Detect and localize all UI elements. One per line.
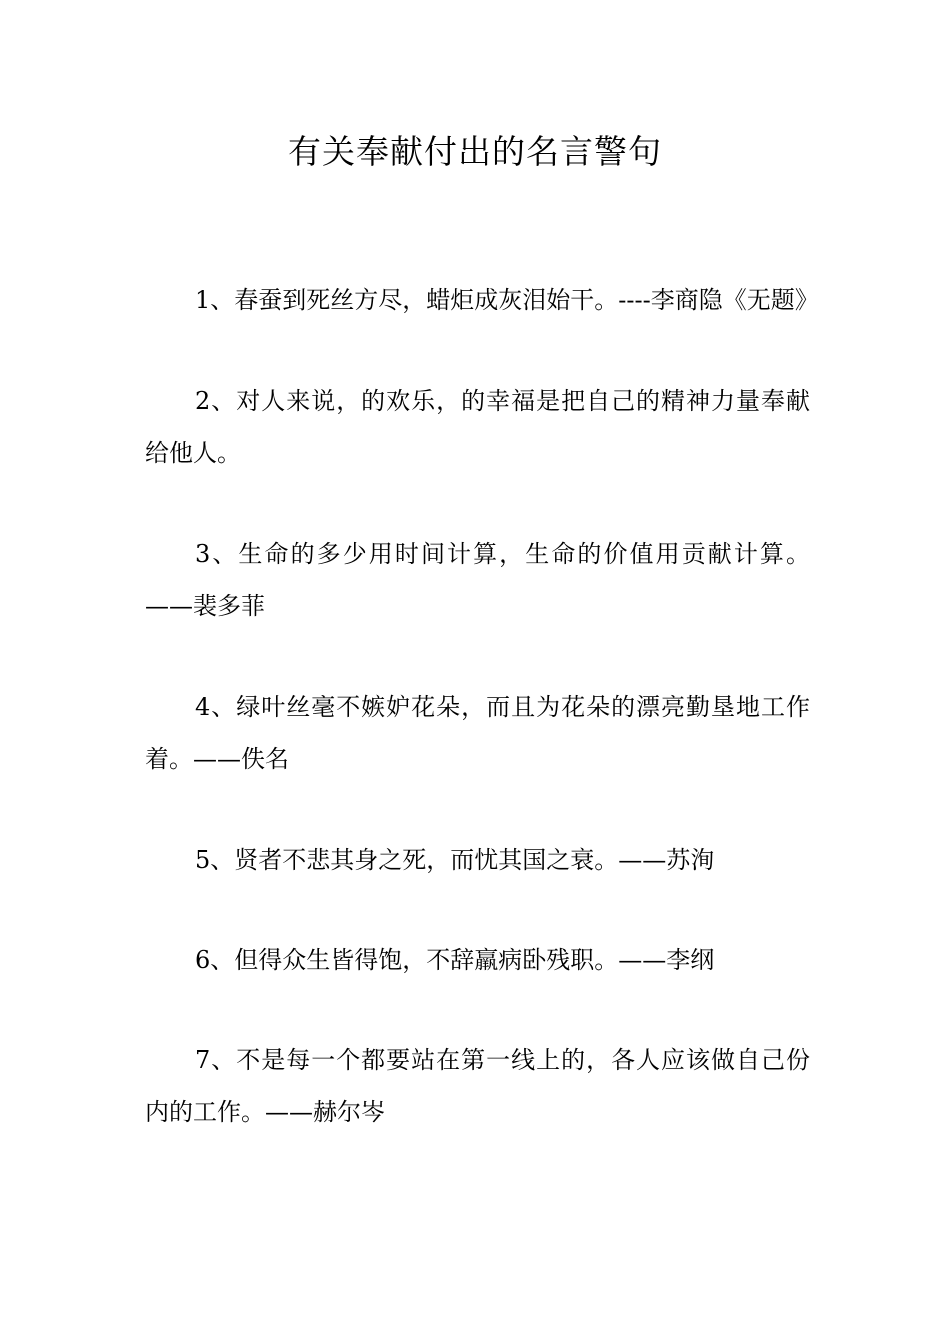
quote-item-5: 5、贤者不悲其身之死，而忧其国之衰。——苏洵 — [195, 846, 715, 874]
document-title: 有关奉献付出的名言警句 — [288, 132, 662, 171]
quote-item-7: 7、不是每一个都要站在第一线上的，各人应该做自己份内的工作。——赫尔岑 — [145, 1046, 810, 1126]
quote-item-6: 6、但得众生皆得饱，不辞羸病卧残职。——李纲 — [195, 946, 715, 974]
quote-item-2: 2、对人来说，的欢乐，的幸福是把自己的精神力量奉献给他人。 — [145, 387, 810, 467]
quote-item-1: 1、春蚕到死丝方尽，蜡炬成灰泪始干。----李商隐《无题》 — [195, 286, 819, 314]
quote-list — [145, 274, 819, 1187]
quote-item-4: 4、绿叶丝毫不嫉妒花朵，而且为花朵的漂亮勤垦地工作着。——佚名 — [145, 693, 810, 773]
quote-item-3: 3、生命的多少用时间计算，生命的价值用贡献计算。——裴多菲 — [145, 540, 810, 620]
